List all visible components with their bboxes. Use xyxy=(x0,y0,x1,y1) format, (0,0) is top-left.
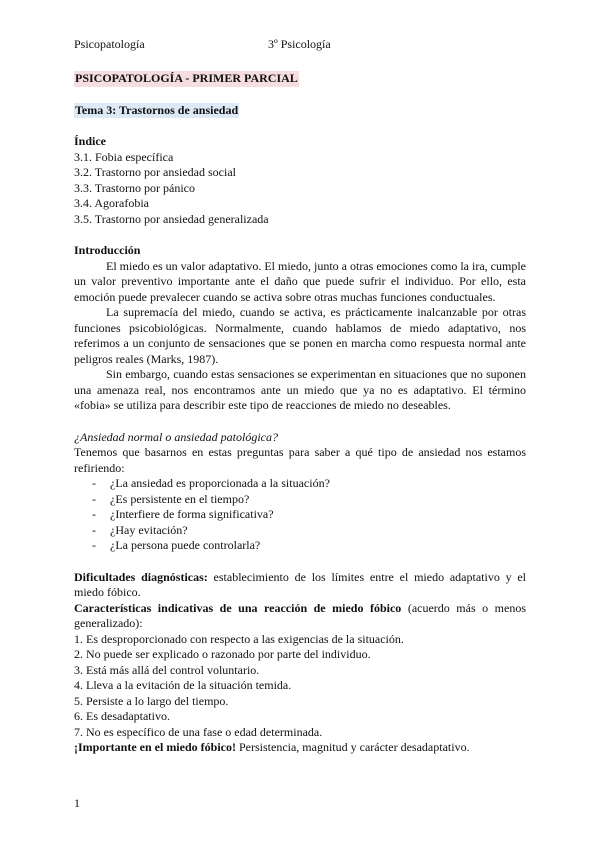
list-item-text: ¿Es persistente en el tiempo? xyxy=(110,491,250,506)
index-item: 3.2. Trastorno por ansiedad social xyxy=(74,165,236,179)
important-paragraph xyxy=(74,740,526,756)
intro-paragraph: Sin embargo, cuando estas sensaciones se experimentan en situaciones que no suponen una amenaza real, nos encontramos ante un miedo que ya no es adaptativo. El término «fobia» se utiliza para describir este tipo de reacciones de miedo no deseables. xyxy=(74,367,526,412)
list-item-text: ¿La ansiedad es proporcionada a la situación? xyxy=(110,476,330,490)
difficulties-text: establecimiento de los límites entre el miedo adaptativo y el miedo fóbico. xyxy=(74,569,527,599)
header-subject: Psicopatología xyxy=(74,37,145,51)
topic-heading: Tema 3: Trastornos de ansiedad xyxy=(75,102,239,117)
list-item: 6. Es desadaptativo. xyxy=(74,709,170,723)
characteristics-text: (acuerdo más o menos generalizado): xyxy=(74,600,526,630)
dash-bullet: - xyxy=(92,522,96,537)
index-list xyxy=(74,150,526,228)
intro-heading: Introducción xyxy=(74,243,141,257)
list-item: 4. Lleva a la evitación de la situación temida. xyxy=(74,678,292,692)
anxiety-intro: Tenemos que basarnos en estas preguntas para saber a qué tipo de ansiedad nos estamos refiriendo: xyxy=(74,445,526,475)
important-text: Persistencia, magnitud y carácter desadaptativo. xyxy=(238,740,470,754)
list-item xyxy=(74,523,526,539)
list-item xyxy=(74,492,526,508)
list-item-text: ¿La persona puede controlarla? xyxy=(110,538,261,552)
index-item: 3.5. Trastorno por ansiedad generalizada xyxy=(74,211,269,226)
page-number: 1 xyxy=(74,796,80,810)
list-item: 7. No es específico de una fase o edad determinada. xyxy=(74,724,323,739)
difficulties-label: Dificultades diagnósticas: xyxy=(74,569,208,584)
dash-bullet: - xyxy=(92,507,96,521)
intro-paragraph: La supremacía del miedo, cuando se activa, es prácticamente inalcanzable por otras funciones psicobiológicas. Normalmente, cuando hablamos de miedo adaptativo, nos referimos a un conjunto de sensaciones que se ponen en marcha como respuesta normal ante peligros reales (Marks, 1987). xyxy=(74,305,526,366)
list-item xyxy=(74,538,526,554)
document-title: PSICOPATOLOGÍA - PRIMER PARCIAL xyxy=(75,71,298,85)
characteristics-list xyxy=(74,632,526,741)
list-item: 2. No puede ser explicado o razonado por parte del individuo. xyxy=(74,647,371,661)
list-item-text: ¿Interfiere de forma significativa? xyxy=(110,507,274,521)
index-heading: Índice xyxy=(74,134,107,148)
index-item: 3.3. Trastorno por pánico xyxy=(74,180,195,195)
important-label: ¡Importante en el miedo fóbico! xyxy=(74,740,236,754)
dash-bullet: - xyxy=(92,476,96,490)
document-body xyxy=(74,71,526,756)
dash-bullet: - xyxy=(92,491,96,506)
anxiety-question-heading: ¿Ansiedad normal o ansiedad patológica? xyxy=(74,429,278,444)
list-item-text: ¿Hay evitación? xyxy=(110,522,188,537)
list-item: 5. Persiste a lo largo del tiempo. xyxy=(74,693,229,708)
list-item: 3. Está más allá del control voluntario. xyxy=(74,662,260,677)
list-item xyxy=(74,476,526,492)
list-item: 1. Es desproporcionado con respecto a las exigencias de la situación. xyxy=(74,631,404,646)
list-item xyxy=(74,507,526,523)
header-course: 3º Psicología xyxy=(268,37,331,51)
anxiety-question-list xyxy=(74,476,526,554)
dash-bullet: - xyxy=(92,538,96,552)
difficulties-paragraph xyxy=(74,570,526,601)
characteristics-paragraph xyxy=(74,601,526,632)
intro-paragraph: El miedo es un valor adaptativo. El miedo, junto a otras emociones como la ira, cumple un valor preventivo importante ante el daño que puede sufrir el individuo. Por ello, esta emoción puede prevalecer cuando se activa sobre otras muchas funciones conductuales. xyxy=(74,258,526,304)
index-item: 3.4. Agorafobia xyxy=(74,196,149,210)
characteristics-label: Características indicativas de una reacción de miedo fóbico xyxy=(74,600,402,615)
index-item: 3.1. Fobia específica xyxy=(74,149,174,164)
